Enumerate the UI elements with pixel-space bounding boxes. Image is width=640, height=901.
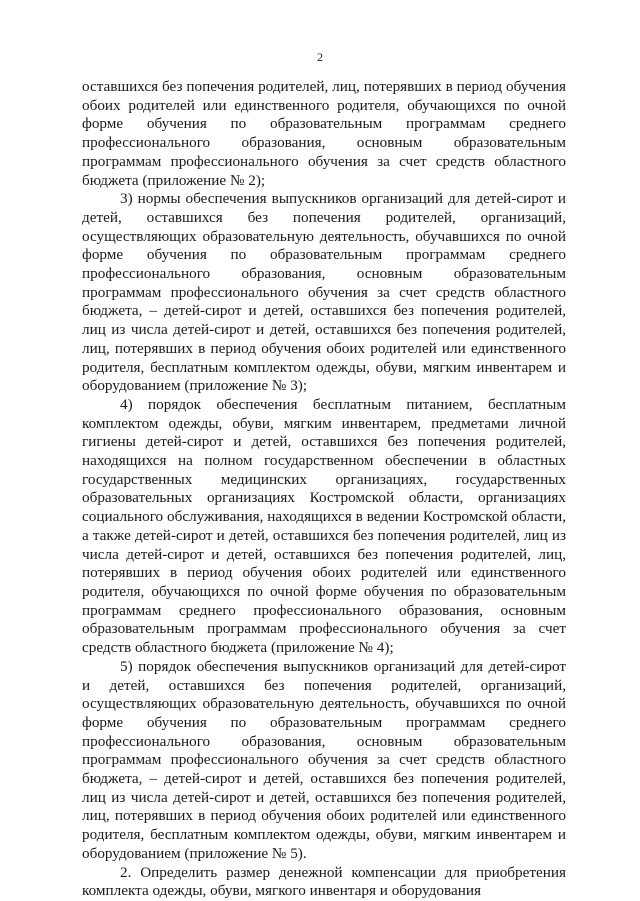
paragraph-item-4: 4) порядок обеспечения бесплатным питанием, бесплатным комплектом одежды, обуви, мягким инвентарем, предметами личной гигиены детей-сирот и детей, оставшихся без попечения родителей, находящихся на полном государственном обеспечении в областных государственных медицинских организациях, государственных образовательных организациях Костромской области, организациях социального обслуживания, находящихся в ведении Костромской области, а также детей-сирот и детей, оставшихся без попечения родителей, лиц из числа детей-сирот и детей, оставшихся без попечения родителей, лиц, потерявших в период обучения обоих родителей или единственного родителя, обучающихся по очной форме обучения по образовательным программам среднего профессионального образования, основным образовательным программам профессионального обучения за счет средств областного бюджета (приложение № 4); bbox=[82, 395, 566, 657]
paragraph-item-5: 5) порядок обеспечения выпускников организаций для детей-сирот и детей, оставшихся без попечения родителей, организаций, осуществляющих образовательную деятельность, обучавшихся по очной форме обучения по образовательным программам среднего профессионального образования, основным образовательным программам профессионального обучения за счет средств областного бюджета, – детей-сирот и детей, оставшихся без попечения родителей, лиц из числа детей-сирот и детей, оставшихся без попечения родителей, лиц, потерявших в период обучения обоих родителей или единственного родителя, бесплатным комплектом одежды, обуви, мягким инвентарем и оборудованием (приложение № 5). bbox=[82, 657, 566, 862]
paragraph-item-3: 3) нормы обеспечения выпускников организаций для детей-сирот и детей, оставшихся без попечения родителей, организаций, осуществляющих образовательную деятельность, обучавшихся по очной форме обучения по образовательным программам среднего профессионального образования, основным образовательным программам профессионального обучения за счет средств областного бюджета, – детей-сирот и детей, оставшихся без попечения родителей, лиц из числа детей-сирот и детей, оставшихся без попечения родителей, лиц, потерявших в период обучения обоих родителей или единственного родителя, бесплатным комплектом одежды, обуви, мягким инвентарем и оборудованием (приложение № 3); bbox=[82, 190, 566, 395]
paragraph-continuation: оставшихся без попечения родителей, лиц, потерявших в период обучения обоих родителей или единственного родителя, обучающихся по очной форме обучения по образовательным программам среднего профессионального образования, основным образовательным программам профессионального обучения за счет средств областного бюджета (приложение № 2); bbox=[82, 78, 566, 189]
paragraph-section-2: 2. Определить размер денежной компенсации для приобретения комплекта одежды, обуви, мягкого инвентаря и оборудования bbox=[82, 863, 566, 900]
page-number: 2 bbox=[317, 50, 323, 64]
document-body bbox=[82, 78, 566, 901]
